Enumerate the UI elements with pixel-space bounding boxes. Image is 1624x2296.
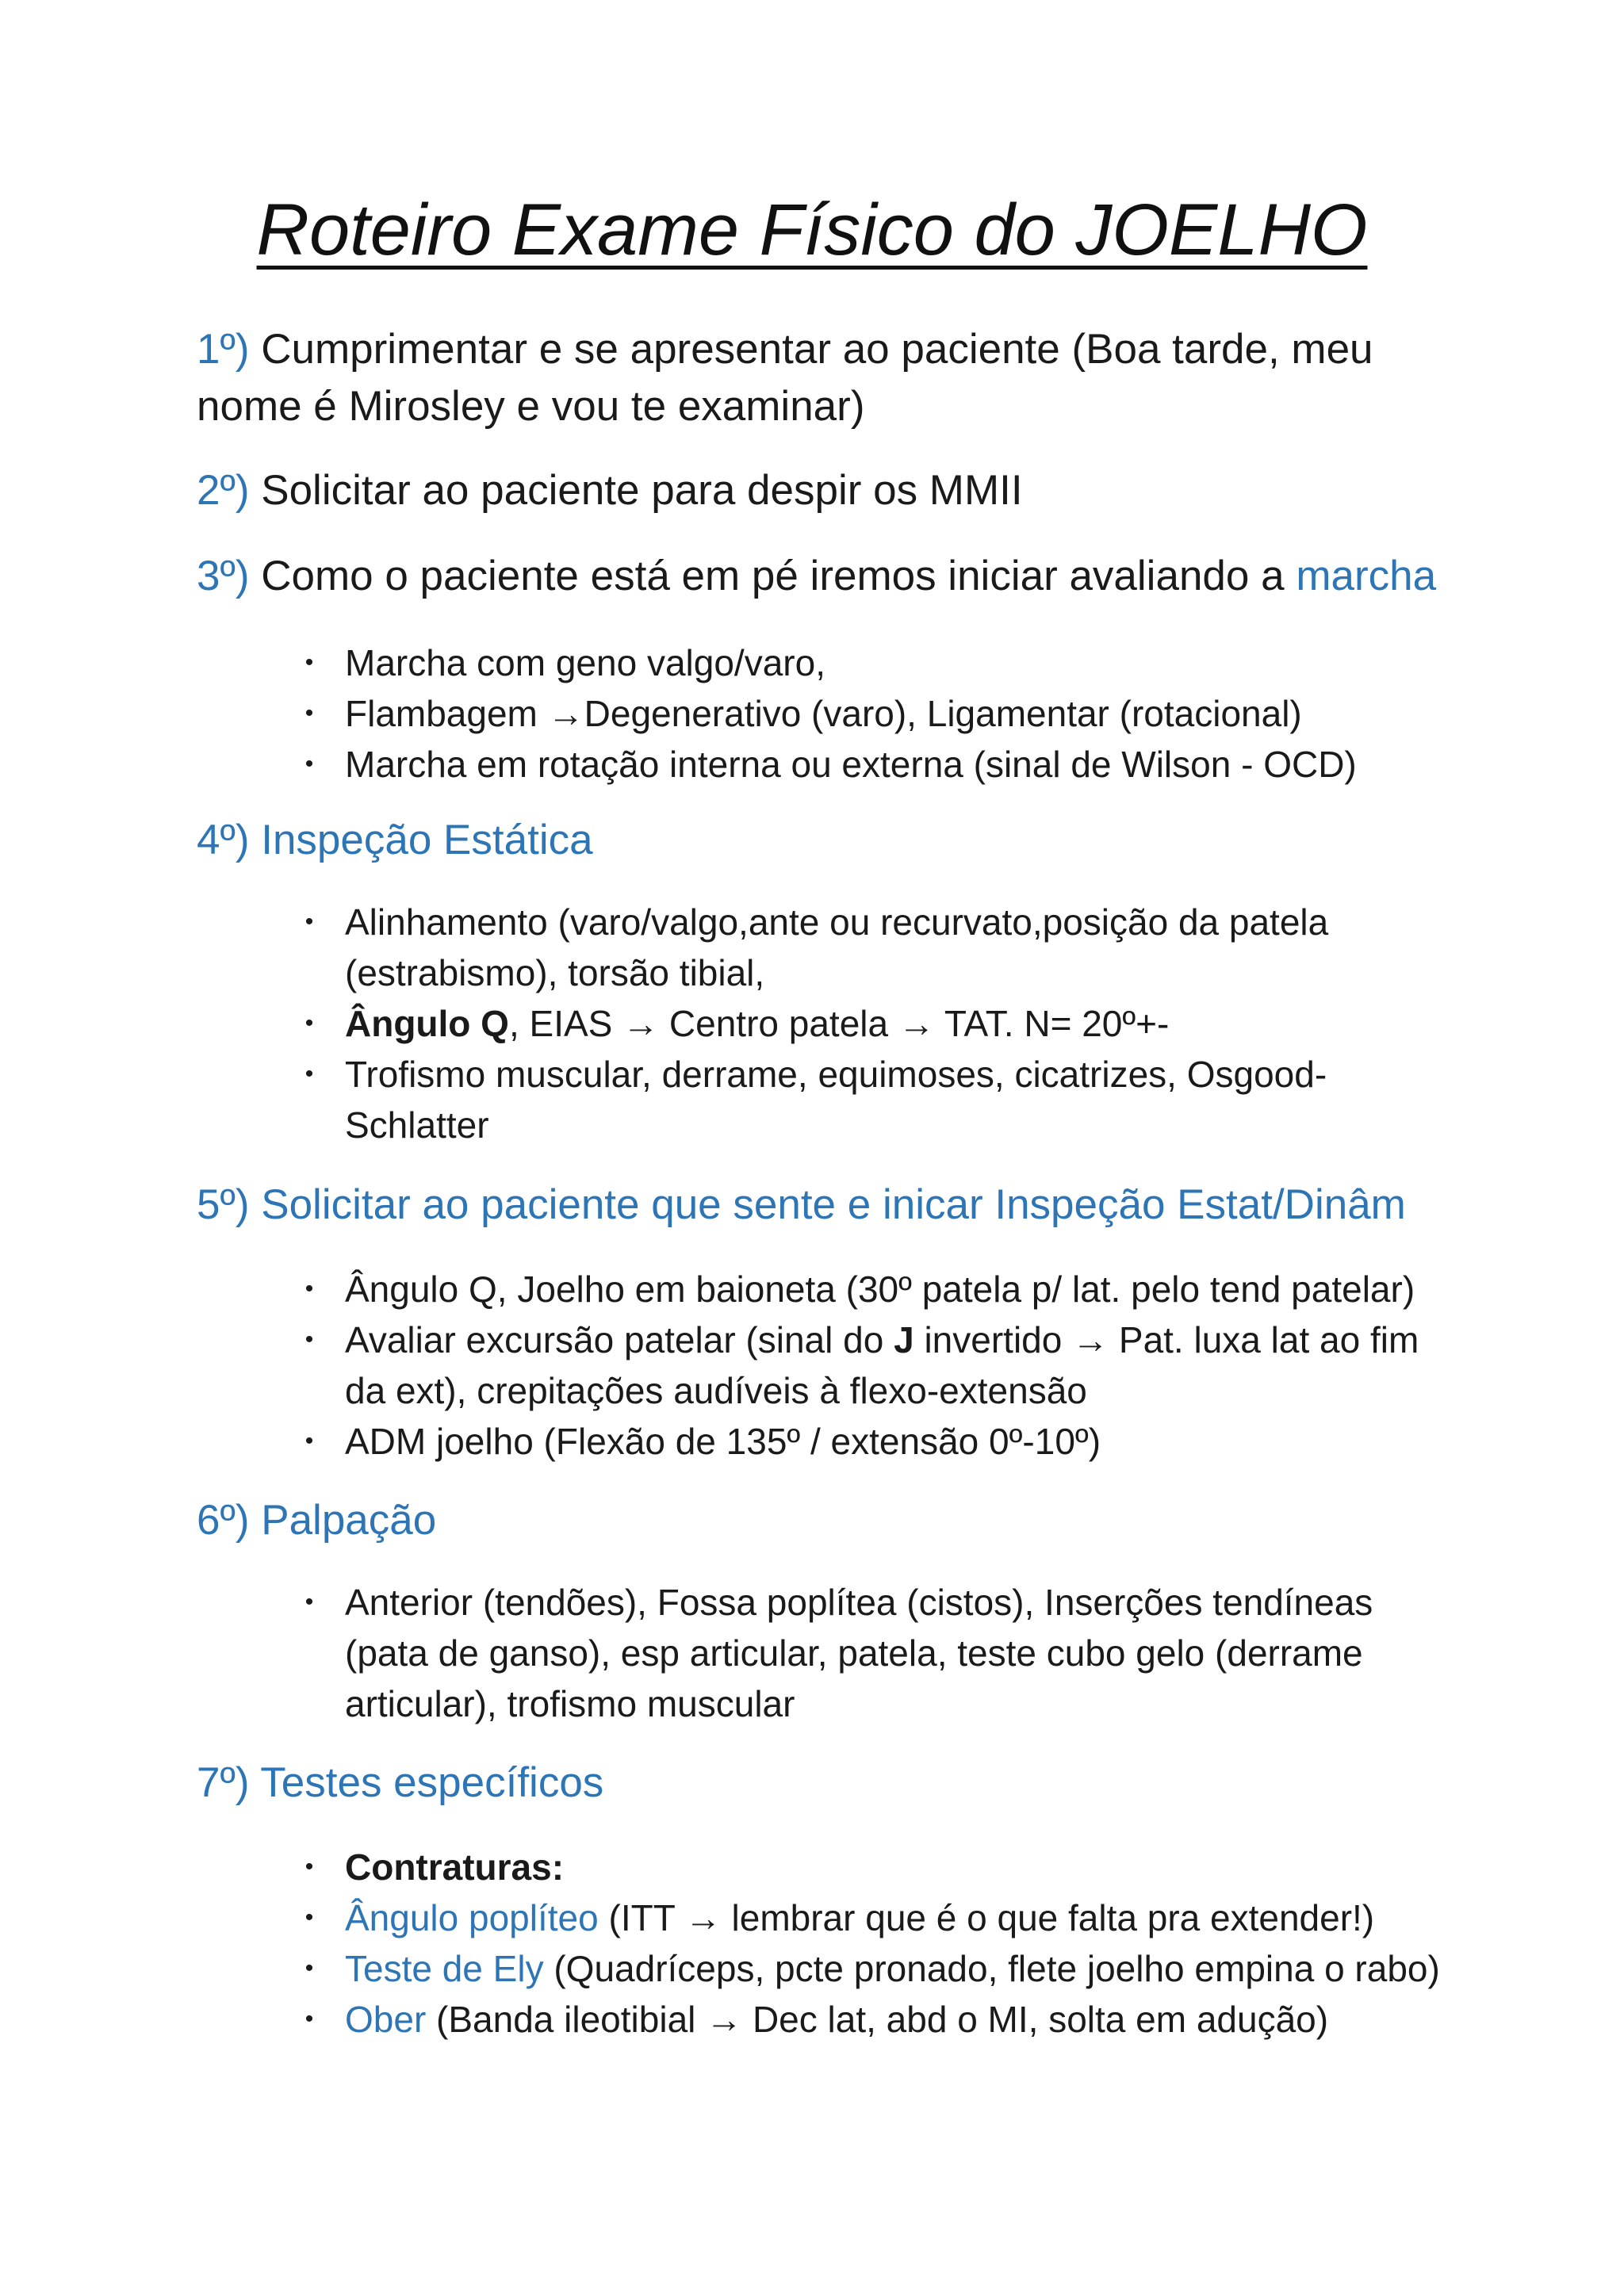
step-6-list	[297, 1577, 1534, 1729]
step-7-text: Testes específicos	[260, 1759, 604, 1806]
step-5-text: Solicitar ao paciente que sente e inicar Inspeção Estat/Dinâm	[261, 1181, 1406, 1228]
step-2-text: Solicitar ao paciente para despir os MMII	[261, 467, 1023, 514]
arrow-icon: →	[1072, 1319, 1109, 1360]
arrow-icon: →	[706, 1999, 743, 2040]
step-3-highlight: marcha	[1296, 553, 1437, 599]
list-item: • Ângulo Q, Joelho em baioneta (30º patela p/ lat. pelo tend patelar)	[297, 1264, 1534, 1314]
step-2	[197, 462, 1497, 519]
arrow-icon: →	[622, 1003, 660, 1044]
step-5	[197, 1177, 1497, 1234]
step-3	[197, 548, 1497, 605]
list-item: • Marcha em rotação interna ou externa (sinal de Wilson - OCD)	[297, 739, 1534, 790]
bullet-icon: •	[304, 909, 314, 935]
step-4-text: Inspeção Estática	[261, 817, 593, 863]
list-item: • Avaliar excursão patelar (sinal do J invertido → Pat. luxa lat ao fim da ext), crepitações audíveis à flexo-extensão	[297, 1314, 1534, 1416]
step-6-text: Palpação	[261, 1497, 437, 1544]
bullet-icon: •	[304, 1326, 314, 1353]
bullet-icon: •	[304, 751, 314, 777]
step-1-text: Cumprimentar e se apresentar ao paciente (Boa tarde, meu	[261, 326, 1373, 373]
bullet-icon: •	[304, 1428, 314, 1454]
step-4	[197, 812, 1497, 869]
list-item: • Marcha com geno valgo/varo,	[297, 637, 1534, 688]
bullet-icon: •	[304, 1589, 314, 1615]
step-6	[197, 1492, 1497, 1549]
bullet-icon: •	[304, 1904, 314, 1931]
step-3-number: 3º)	[197, 553, 250, 599]
list-item: • Alinhamento (varo/valgo,ante ou recurvato,posição da patela (estrabismo), torsão tibial,	[297, 897, 1534, 998]
step-1	[197, 321, 1497, 435]
step-7	[197, 1755, 1497, 1812]
step-5-list	[297, 1264, 1534, 1467]
bullet-icon: •	[304, 1061, 314, 1087]
bullet-icon: •	[304, 1955, 314, 1981]
page-title: Roteiro Exame Físico do JOELHO	[256, 189, 1368, 270]
arrow-icon: →	[684, 1897, 722, 1938]
bullet-icon: •	[304, 2006, 314, 2032]
step-6-number: 6º)	[197, 1497, 250, 1544]
arrow-icon: →	[898, 1003, 935, 1044]
arrow-icon: →	[547, 693, 584, 734]
bullet-icon: •	[304, 649, 314, 675]
step-7-number: 7º)	[197, 1759, 250, 1806]
step-4-list	[297, 897, 1534, 1150]
step-3-list	[297, 637, 1534, 790]
list-item: • Anterior (tendões), Fossa poplítea (cistos), Inserções tendíneas (pata de ganso), esp articular, patela, teste cubo gelo (derrame articular), trofismo muscular	[297, 1577, 1534, 1729]
step-1-text-continued: nome é Mirosley e vou te examinar)	[197, 383, 865, 430]
list-item: • Trofismo muscular, derrame, equimoses, cicatrizes, Osgood- Schlatter	[297, 1049, 1534, 1150]
bullet-icon: •	[304, 1276, 314, 1302]
list-item: • Ângulo Q, EIAS → Centro patela → TAT. N= 20º+-	[297, 998, 1534, 1049]
step-1-number: 1º)	[197, 326, 250, 373]
step-5-number: 5º)	[197, 1181, 250, 1228]
list-item: • Contraturas:	[297, 1842, 1534, 1892]
bullet-icon: •	[304, 700, 314, 726]
list-item: • Flambagem →Degenerativo (varo), Ligamentar (rotacional)	[297, 688, 1534, 739]
list-item: • ADM joelho (Flexão de 135º / extensão 0º-10º)	[297, 1416, 1534, 1467]
step-4-number: 4º)	[197, 817, 250, 863]
step-2-number: 2º)	[197, 467, 250, 514]
list-item: • Ober (Banda ileotibial → Dec lat, abd o MI, solta em adução)	[297, 1994, 1534, 2045]
step-7-list	[297, 1842, 1534, 2045]
step-3-text: Como o paciente está em pé iremos iniciar avaliando a	[261, 553, 1285, 599]
list-item: • Ângulo poplíteo (ITT → lembrar que é o que falta pra extender!)	[297, 1892, 1534, 1943]
bullet-icon: •	[304, 1854, 314, 1880]
list-item: • Teste de Ely (Quadríceps, pcte pronado, flete joelho empina o rabo)	[297, 1943, 1534, 1994]
bullet-icon: •	[304, 1010, 314, 1036]
